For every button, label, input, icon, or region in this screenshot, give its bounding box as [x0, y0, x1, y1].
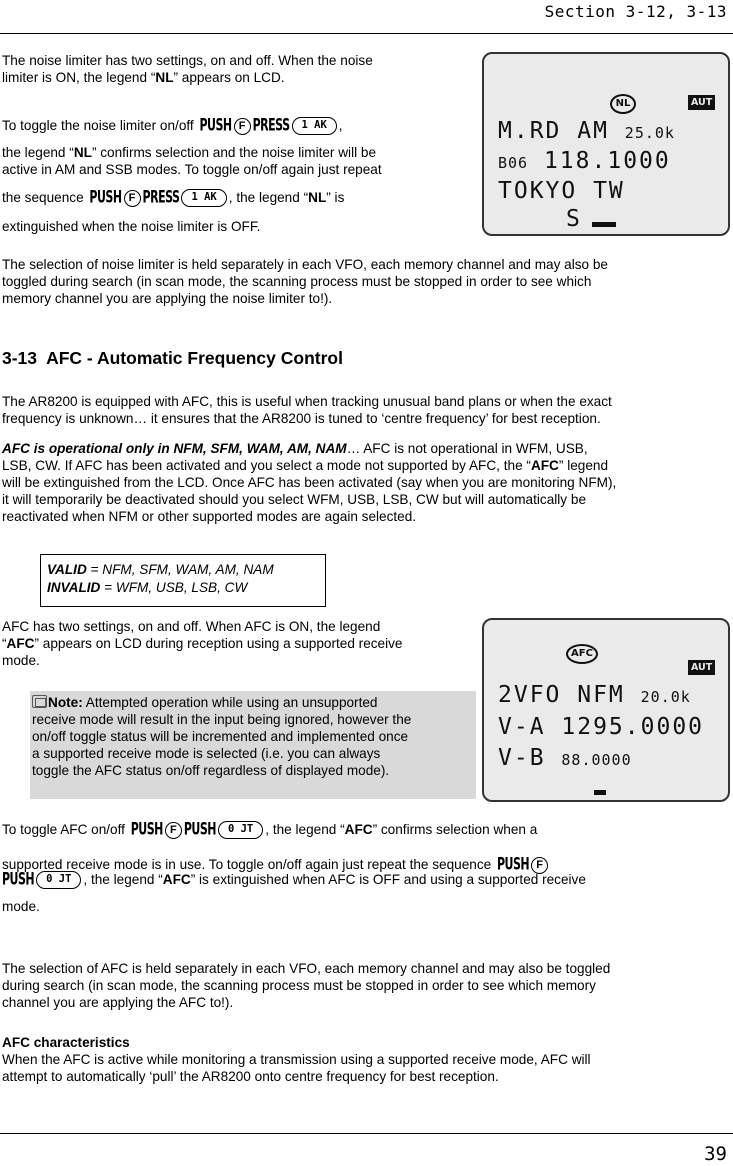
- lcd1-row-2: B06 118.1000: [498, 148, 671, 174]
- auto-legend: AUT: [688, 95, 715, 110]
- push-icon: PUSH: [2, 869, 35, 890]
- afc-paragraph-4: To toggle AFC on/off PUSH F PUSH 0 JT , the legend “AFC” confirms selection when a: [2, 819, 538, 840]
- f-key-icon: F: [165, 822, 182, 839]
- key-sequence-nl-repeat: [89, 189, 226, 207]
- key-1ak-icon: 1 AK: [292, 117, 337, 135]
- header-rule: [0, 33, 733, 34]
- nl-legend-icon: NL: [610, 94, 636, 114]
- afc-paragraph-4c: PUSH 0 JT , the legend “AFC” is extinguished when AFC is OFF and using a supported receive: [2, 869, 586, 890]
- push-icon: PUSH: [130, 819, 163, 840]
- afc-paragraph-2: AFC is operational only in NFM, SFM, WAM, AM, NAM… AFC is not operational in WFM, USB, LSB, CW. If AFC has been activated and you select a mode not supported by AFC, the “AFC” legend will be extinguished from the LCD. Once AFC has been activated (say when you are monitoring NFM), it will temporarily be deactivated should you select WFM, USB, LSB, CW but will automatically be reactivated when NFM or other supported modes are again selected.: [2, 441, 617, 524]
- key-0jt-icon: 0 JT: [218, 821, 263, 839]
- nl-paragraph-2b: the legend “NL” confirms selection and the noise limiter will be active in AM and SSB modes. To toggle on/off again just repeat: [2, 145, 382, 177]
- lcd2-row-3: V-B 88.0000: [498, 745, 632, 771]
- f-key-icon: F: [124, 190, 141, 207]
- f-key-icon: F: [531, 857, 548, 874]
- key-1ak-icon: 1 AK: [181, 189, 226, 207]
- lcd1-row-4: S: [566, 206, 582, 232]
- footer-rule: [0, 1133, 733, 1134]
- afc-paragraph-1: The AR8200 is equipped with AFC, this is useful when tracking unusual band plans or when the exact frequency is unknown… it ensures that the AR8200 is tuned to ‘centre frequency’ for best reception.: [2, 394, 612, 426]
- afc-paragraph-4d: mode.: [2, 899, 40, 914]
- note-icon: [32, 695, 47, 708]
- f-key-icon: F: [234, 118, 251, 135]
- key-0jt-icon: 0 JT: [36, 871, 81, 889]
- lcd-display-nl: [482, 52, 730, 236]
- lcd-display-afc: [482, 618, 730, 802]
- afc-characteristics: AFC characteristics When the AFC is active while monitoring a transmission using a supported receive mode, AFC will attempt to automatically ‘pull’ the AR8200 onto centre frequency for best reception.: [2, 1035, 591, 1084]
- lcd1-row-3: TOKYO TW: [498, 178, 625, 204]
- afc-legend-icon: AFC: [566, 644, 598, 664]
- press-icon: PRESS: [252, 115, 290, 136]
- nl-paragraph-2c: the sequence PUSH F PRESS 1 AK , the legend “NL” is: [2, 187, 345, 208]
- page-number: 39: [704, 1143, 727, 1165]
- section-header: Section 3-12, 3-13: [544, 2, 727, 21]
- lcd2-row-2: V-A 1295.0000: [498, 714, 705, 740]
- key-sequence-afc: [131, 821, 264, 839]
- afc-paragraph-5: The selection of AFC is held separately in each VFO, each memory channel and may also be toggled during search (in scan mode, the scanning process must be stopped in order to see which memory channel you are applying the AFC to!).: [2, 961, 611, 1010]
- section-heading: 3-13 AFC - Automatic Frequency Control: [2, 348, 343, 368]
- afc-paragraph-3: AFC has two settings, on and off. When AFC is ON, the legend “AFC” appears on LCD during reception using a supported receive mode.: [2, 619, 403, 668]
- nl-paragraph-3: The selection of noise limiter is held separately in each VFO, each memory channel and may also be toggled during search (in scan mode, the scanning process must be stopped in order to see which memory channel you are applying the noise limiter to!).: [2, 257, 608, 306]
- push-icon: PUSH: [496, 854, 530, 875]
- push-icon: PUSH: [199, 115, 232, 136]
- nl-paragraph-2d: extinguished when the noise limiter is OFF.: [2, 219, 261, 234]
- lcd2-row-1: 2VFO NFM 20.0k: [498, 682, 691, 708]
- afc-characteristics-title: AFC characteristics: [2, 1035, 130, 1050]
- signal-meter: [592, 222, 616, 227]
- nl-paragraph-2: To toggle the noise limiter on/off PUSH F PRESS 1 AK ,: [2, 115, 343, 136]
- valid-modes-box: VALID = NFM, SFM, WAM, AM, NAM INVALID = WFM, USB, LSB, CW: [40, 554, 326, 607]
- key-sequence-nl: [199, 117, 336, 135]
- push-icon: PUSH: [183, 819, 216, 840]
- note-box: Note: Attempted operation while using an unsupported receive mode will result in the input being ignored, however the on/off toggle status will be incremented and implemented once a supported receive mode is selected (i.e. you can always toggle the AFC status on/off regardless of displayed mode).: [30, 691, 476, 799]
- press-icon: PRESS: [142, 187, 180, 208]
- lcd1-row-1: M.RD AM 25.0k: [498, 118, 675, 144]
- signal-meter: [594, 790, 606, 795]
- auto-legend: AUT: [688, 660, 715, 675]
- nl-paragraph-1: The noise limiter has two settings, on and off. When the noise limiter is ON, the legend “NL” appears on LCD.: [2, 53, 373, 85]
- key-sequence-afc-repeat-2: [2, 871, 81, 889]
- push-icon: PUSH: [89, 187, 122, 208]
- afc-paragraph-4b: supported receive mode is in use. To toggle on/off again just repeat the sequence PUSH F: [2, 856, 550, 874]
